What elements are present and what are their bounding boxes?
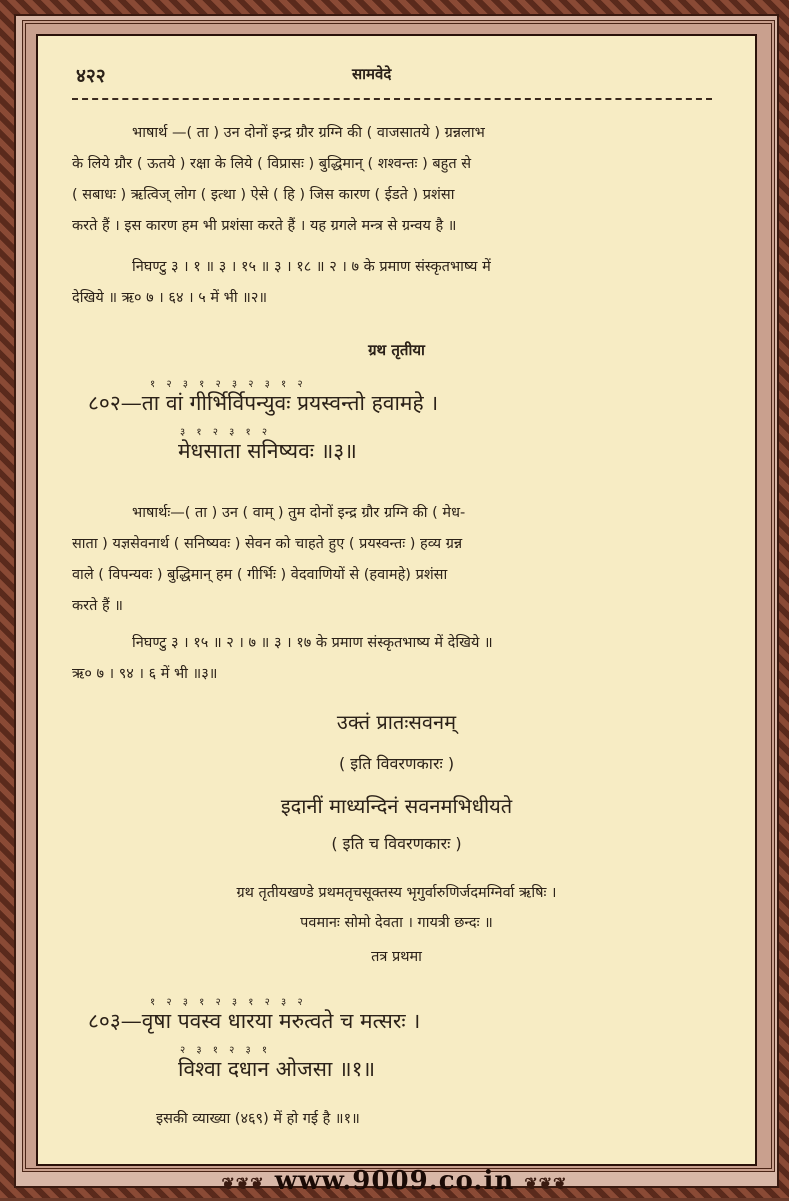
svara-marks: ३ १ २ ३ १ २ — [180, 427, 272, 438]
page-header — [60, 58, 730, 88]
running-title: सामवेदे — [352, 65, 392, 83]
page-number: ४२२ — [76, 65, 106, 87]
svara-marks: १ २ ३ १ २ ३ २ ३ १ २ — [150, 379, 307, 390]
note-line: इसकी व्याख्या (४६९) में हो गई है ॥१॥ — [156, 1111, 360, 1127]
uktam-heading: उक्तं प्रातःसवनम् — [336, 710, 457, 734]
bhasharth-block-2 — [38, 498, 755, 622]
book-page — [36, 34, 757, 1166]
website-link[interactable] — [0, 1164, 789, 1198]
flourish-icon: ❦❦❦ — [524, 1174, 568, 1193]
mantra-line: ८०३—वृषा पवस्व धारया मरुत्वते च मत्सरः । — [88, 1009, 421, 1033]
website-url[interactable]: www.9009.co.in — [274, 1166, 515, 1196]
iti-vivaranakarah-1: ( इति विवरणकारः ) — [338, 754, 455, 773]
svara-marks: २ ३ १ २ ३ १ — [180, 1045, 272, 1056]
mantra-line: ८०२—ता वां गीर्भिर्विपन्युवः प्रयस्वन्तो हवामहे । — [88, 391, 439, 415]
mantra-line: मेधसाता सनिष्यवः ॥३॥ — [178, 439, 357, 463]
reference-block-1 — [38, 252, 755, 314]
bhasharth-block-1 — [38, 118, 755, 242]
flourish-icon: ❦❦❦ — [221, 1174, 265, 1193]
text-line: भाषार्थ —( ता ) उन दोनों इन्द्र ग्रौर ग्रग्नि की ( वाजसातये ) ग्रन्नलाभ — [132, 125, 485, 141]
text-line: देखिये ॥ ऋ० ७ । ६४ । ५ में भी ॥२॥ — [72, 290, 268, 306]
text-line: करते हैं । इस कारण हम भी प्रशंसा करते हैं । यह ग्रगले मन्त्र से ग्रन्वय है ॥ — [72, 218, 457, 234]
svara-marks: १ २ ३ १ २ ३ १ २ ३ २ — [150, 997, 307, 1008]
text-line: निघण्टु ३ । १५ ॥ २ । ७ ॥ ३ । १७ के प्रमाण संस्कृतभाष्य में देखिये ॥ — [132, 635, 493, 651]
text-line: भाषार्थः—( ता ) उन ( वाम् ) तुम दोनों इन्द्र ग्रौर ग्रग्नि की ( मेध- — [132, 505, 466, 521]
idanim-heading: इदानीं माध्यन्दिनं सवनमभिधीयते — [280, 794, 513, 818]
mantra-line: विश्वा दधान ओजसा ॥१॥ — [178, 1057, 376, 1081]
text-line: निघण्टु ३ । १ ॥ ३ । १५ ॥ ३ । १८ ॥ २ । ७ के प्रमाण संस्कृतभाष्य में — [132, 259, 491, 275]
text-line: ( सबाधः ) ऋत्विज् लोग ( इत्था ) ऐसे ( हि ) जिस कारण ( ईडते ) प्रशंसा — [72, 187, 455, 203]
mantra-803 — [38, 994, 755, 1084]
iti-vivaranakarah-2: ( इति च विवरणकारः ) — [331, 834, 462, 853]
tatra-prathama: तत्र प्रथमा — [371, 949, 422, 965]
heading-third: ग्रथ तृतीया — [368, 341, 425, 359]
text-line: ग्रथ तृतीयखण्डे प्रथमतृचसूक्तस्य भृगुर्वारुणिर्जदमग्निर्वा ऋषिः । — [236, 885, 557, 901]
header-rule — [72, 98, 712, 100]
text-line: वाले ( विपन्यवः ) बुद्धिमान् हम ( गीर्भिः ) वेदवाणियों से (हवामहे) प्रशंसा — [72, 567, 448, 583]
text-line: ऋ० ७ । ९४ । ६ में भी ॥३॥ — [72, 666, 218, 682]
text-line: करते हैं ॥ — [72, 598, 123, 614]
mantra-802 — [38, 376, 755, 466]
reference-block-2 — [38, 628, 755, 690]
intro-block — [38, 878, 755, 972]
text-line: पवमानः सोमो देवता । गायत्री छन्दः ॥ — [300, 915, 493, 931]
text-line: के लिये ग्रौर ( ऊतये ) रक्षा के लिये ( विप्रासः ) बुद्धिमान् ( शश्वन्तः ) बहुत से — [72, 156, 472, 172]
text-line: साता ) यज्ञसेवनार्थ ( सनिष्यवः ) सेवन को चाहते हुए ( प्रयस्वन्तः ) हव्य ग्रन्न — [72, 536, 463, 552]
